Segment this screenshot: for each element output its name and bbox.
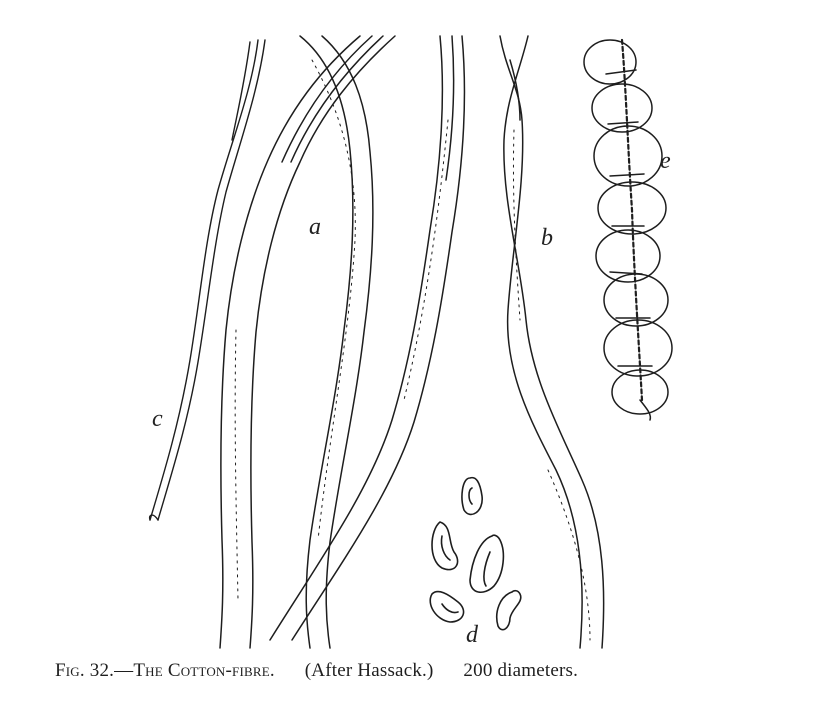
fibre-c	[150, 40, 265, 520]
caption-title: —The Cotton-fibre.	[114, 660, 275, 681]
label-b: b	[541, 225, 553, 251]
caption-magnification: 200 diameters.	[463, 660, 579, 681]
fibre-cross-sections-d	[430, 478, 521, 630]
label-c: c	[152, 406, 163, 432]
fibre-b	[500, 36, 604, 648]
label-e: e	[660, 148, 671, 174]
label-a: a	[309, 214, 321, 240]
caption-fig-number: Fig. 32.	[55, 660, 115, 681]
fibre-a	[220, 36, 395, 648]
swollen-fibre-e	[584, 40, 672, 420]
label-d: d	[466, 622, 478, 648]
caption-source: (After Hassack.)	[304, 660, 434, 681]
figure-caption	[55, 660, 578, 682]
